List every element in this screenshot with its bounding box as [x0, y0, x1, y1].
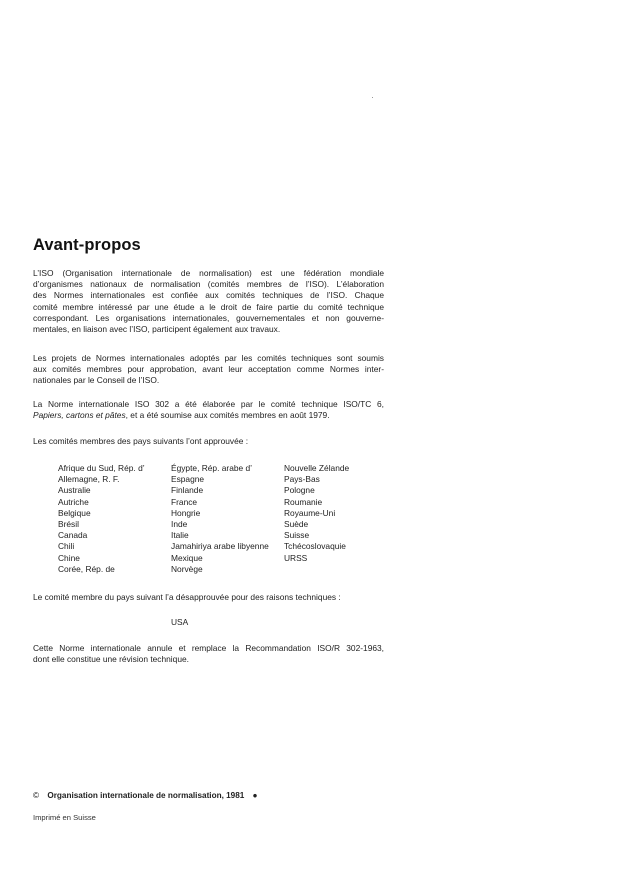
text-line: Les projets de Normes internationales adoptés par les comités techniques sont soumis [33, 353, 384, 363]
disapproval-intro: Le comité membre du pays suivant l’a désapprouvée pour des raisons techniques : [33, 592, 341, 602]
country-item: Pays-Bas [284, 474, 320, 485]
copyright-holder: Organisation internationale de normalisation, 1981 [47, 791, 245, 800]
country-item: Espagne [171, 474, 205, 485]
country-column [284, 463, 384, 564]
country-item: Belgique [58, 507, 91, 518]
text-line: L’ISO (Organisation internationale de normalisation) est une fédération mondiale [33, 268, 384, 278]
country-item: Italie [171, 530, 189, 541]
country-item: Canada [58, 530, 88, 541]
text-line: comité membre intéressé par une étude a le droit de faire partie du comité technique [33, 301, 384, 312]
text-line: aux comités membres pour approbation, avant leur acceptation comme Normes inter- [33, 364, 384, 375]
country-item: Suisse [284, 530, 310, 541]
text-line: d’organismes nationaux de normalisation (comités membres de l’ISO). L’élaboration [33, 279, 384, 290]
country-item: Australie [58, 485, 91, 496]
committee-subject: Papiers, cartons et pâtes [33, 410, 126, 421]
page-title: Avant-propos [33, 236, 141, 254]
standard-origin-paragraph [33, 399, 384, 421]
country-item: Mexique [171, 552, 203, 563]
country-item: Pologne [284, 485, 315, 496]
text-line [33, 410, 384, 421]
country-item: Brésil [58, 519, 79, 530]
country-item: Royaume-Uni [284, 507, 336, 518]
country-item: Roumanie [284, 496, 323, 507]
country-item: Finlande [171, 485, 204, 496]
text-fragment: , et a été soumise aux comités membres en août 1979. [125, 410, 330, 421]
country-item: Hongrie [171, 507, 201, 518]
country-item: Chine [58, 552, 80, 563]
disapproving-country: USA [171, 617, 189, 627]
text-line: nationales par le Conseil de l’ISO. [33, 375, 160, 386]
printed-in-note: Imprimé en Suisse [33, 813, 96, 822]
country-item: Chili [58, 541, 75, 552]
text-line: correspondant. Les organisations internationales, gouvernementales et non gouverne- [33, 312, 384, 323]
country-item: Suède [284, 519, 309, 530]
country-item: Corée, Rép. de [58, 563, 115, 574]
text-line: des Normes internationales est confiée aux comités techniques de l’ISO. Chaque [33, 290, 384, 301]
copyright-notice [33, 791, 258, 800]
country-item: Autriche [58, 496, 89, 507]
country-item: Norvège [171, 563, 203, 574]
country-column [171, 463, 281, 575]
country-item: Nouvelle Zélande [284, 463, 350, 473]
text-line: dont elle constitue une révision technique. [33, 654, 189, 665]
speck-mark [372, 97, 373, 98]
country-item: Égypte, Rép. arabe d’ [171, 463, 253, 473]
bullet-icon: ● [252, 791, 258, 800]
approval-intro: Les comités membres des pays suivants l’ont approuvée : [33, 436, 249, 446]
text-line: mentales, en liaison avec l’ISO, participent également aux travaux. [33, 324, 281, 335]
text-line: La Norme internationale ISO 302 a été élaborée par le comité technique ISO/TC 6, [33, 399, 384, 409]
text-line: Cette Norme internationale annule et remplace la Recommandation ISO/R 302-1963, [33, 643, 384, 653]
country-item: France [171, 496, 198, 507]
country-item: Tchécoslovaquie [284, 541, 346, 552]
replacement-paragraph [33, 643, 384, 665]
approval-process-paragraph [33, 353, 384, 387]
copyright-icon: © [33, 791, 40, 800]
country-item: Inde [171, 519, 188, 530]
country-column [58, 463, 168, 575]
country-item: Allemagne, R. F. [58, 474, 120, 485]
country-item: Jamahiriya arabe libyenne [171, 541, 269, 552]
country-item: URSS [284, 552, 308, 563]
intro-paragraph [33, 268, 384, 335]
country-item: Afrique du Sud, Rép. d’ [58, 463, 145, 473]
